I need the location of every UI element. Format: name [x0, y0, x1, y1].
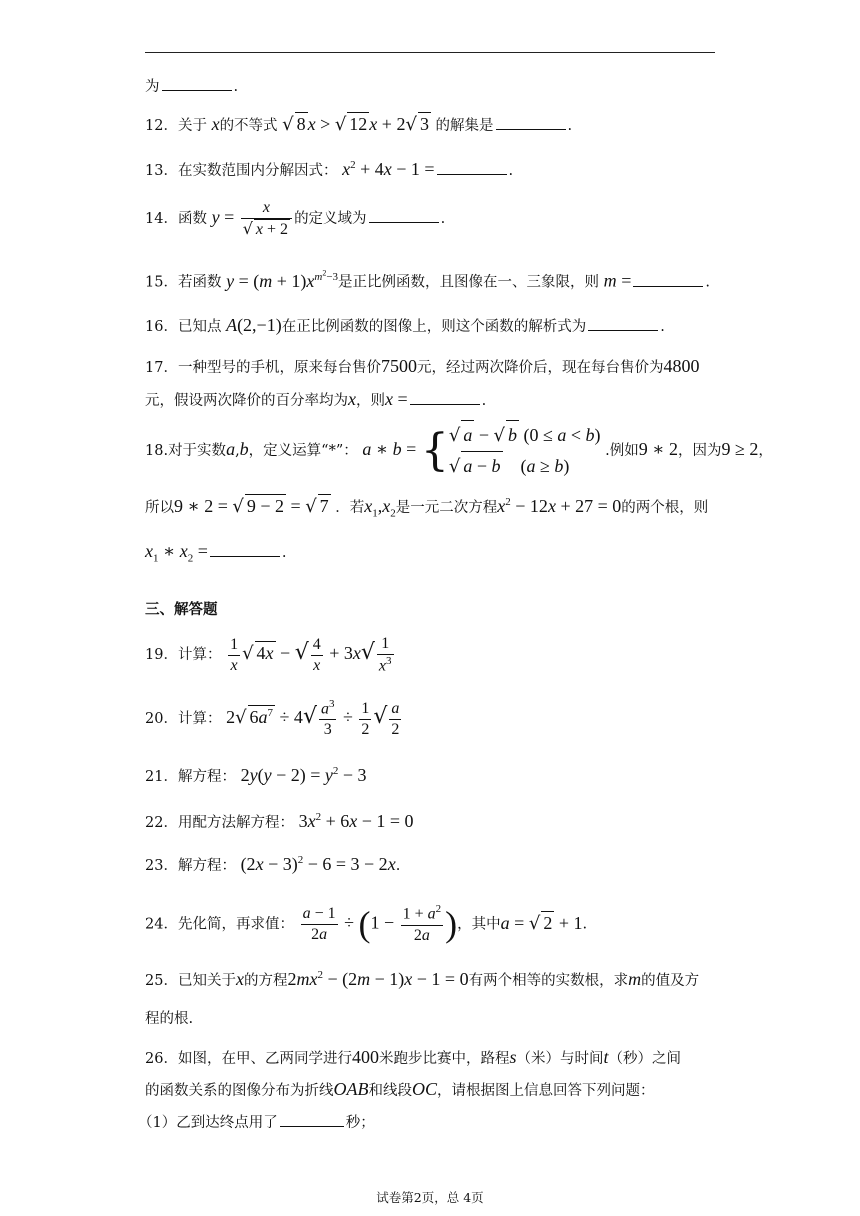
page-footer: 试卷第2页，总 4页 [376, 1190, 484, 1205]
question-23: 23．解方程： $(2x - 3)^2 - 6 = 3 - 2x$. [145, 854, 401, 874]
question-22: 22．用配方法解方程： $3x^2 + 6x - 1 = 0$ [145, 811, 414, 831]
answer-blank[interactable] [162, 76, 232, 91]
question-17-line-2: 元，假设两次降价的百分率均为x，则x = . [145, 389, 487, 409]
question-18-line-2: 所以9 ∗ 2 = √ 9 − 2 = √ 7 ．若$x_1,x_2$是一元二次方程$x^2 - 12x + 27 = 0$的两个根，则 [145, 496, 709, 520]
q11-tail: 为 . [145, 76, 238, 96]
answer-blank[interactable] [410, 390, 480, 405]
question-26-part-1: （1）乙到达终点用了 秒； [138, 1112, 375, 1132]
question-26-line-2: 的函数关系的图像分布为折线OAB和线段OC，请根据图上信息回答下列问题： [145, 1079, 655, 1099]
question-19: 19．计算： $\frac{1}{x}$ √ 4x − √ $\frac{4}{x}$ + 3x√ $\frac{1}{x^3}$ [145, 635, 392, 675]
question-25-line-2: 程的根. [145, 1011, 194, 1027]
answer-blank[interactable] [588, 316, 658, 331]
question-21: 21．解方程： $2y(y - 2) = y^2 - 3$ [145, 765, 367, 785]
question-14: 14．函数 y = $\frac{x}{√ x + 2}$ 的定义域为 . [145, 199, 446, 238]
header-rule [145, 52, 715, 53]
question-18-line-1: 18.对于实数a,b，定义运算“*”： a ∗ b = { √ a − √ b (0 ≤ a < b) √ a − b (a ≥ b) .例如9 ∗ 2，因为9 ≥ 2， [145, 420, 773, 482]
question-15: 15．若函数 $y = (m + 1)x^{m^2-3}$是正比例函数，且图像在一、三象限，则 m = . [145, 268, 711, 291]
question-24: 24．先化简，再求值： $\frac{a - 1}{2a}$ ÷ (1 − $\frac{1 + a^2}{2a}$ )，其中a = √ 2 + 1. [145, 903, 588, 944]
question-20: 20．计算： 2√ $6a^7 \div 4√$ $\frac{a^3}{3}$ ÷ $\frac{1}{2}$ √ $\frac{a}{2}$ [145, 698, 400, 739]
question-17-line-1: 17．一种型号的手机，原来每台售价7500元，经过两次降价后，现在每台售价为4800 [145, 356, 700, 376]
answer-blank[interactable] [437, 160, 507, 175]
question-25-line-1: 25．已知关于x的方程$2mx^2 - (2m - 1)x - 1 = 0$有两个相等的实数根，求m的值及方 [145, 969, 700, 989]
answer-blank[interactable] [280, 1112, 344, 1127]
question-16: 16．已知点 A(2,−1)在正比例函数的图像上，则这个函数的解析式为 . [145, 315, 665, 335]
answer-blank[interactable] [633, 272, 703, 287]
answer-blank[interactable] [210, 542, 280, 557]
question-26-line-1: 26．如图，在甲、乙两同学进行400米跑步比赛中，路程s（米）与时间t（秒）之间 [145, 1047, 681, 1067]
question-12: 12．关于 x的不等式 √ 8 x > √ 12 x + 2√ 3 的解集是 . [145, 114, 573, 135]
answer-blank[interactable] [496, 115, 566, 130]
answer-blank[interactable] [369, 208, 439, 223]
question-18-line-3: $x_1$ ∗ $x_2$ = . [145, 541, 287, 565]
question-13: 13．在实数范围内分解因式： $x^2 + 4x - 1$ = . [145, 159, 514, 179]
section-title: 三、解答题 [145, 601, 218, 618]
